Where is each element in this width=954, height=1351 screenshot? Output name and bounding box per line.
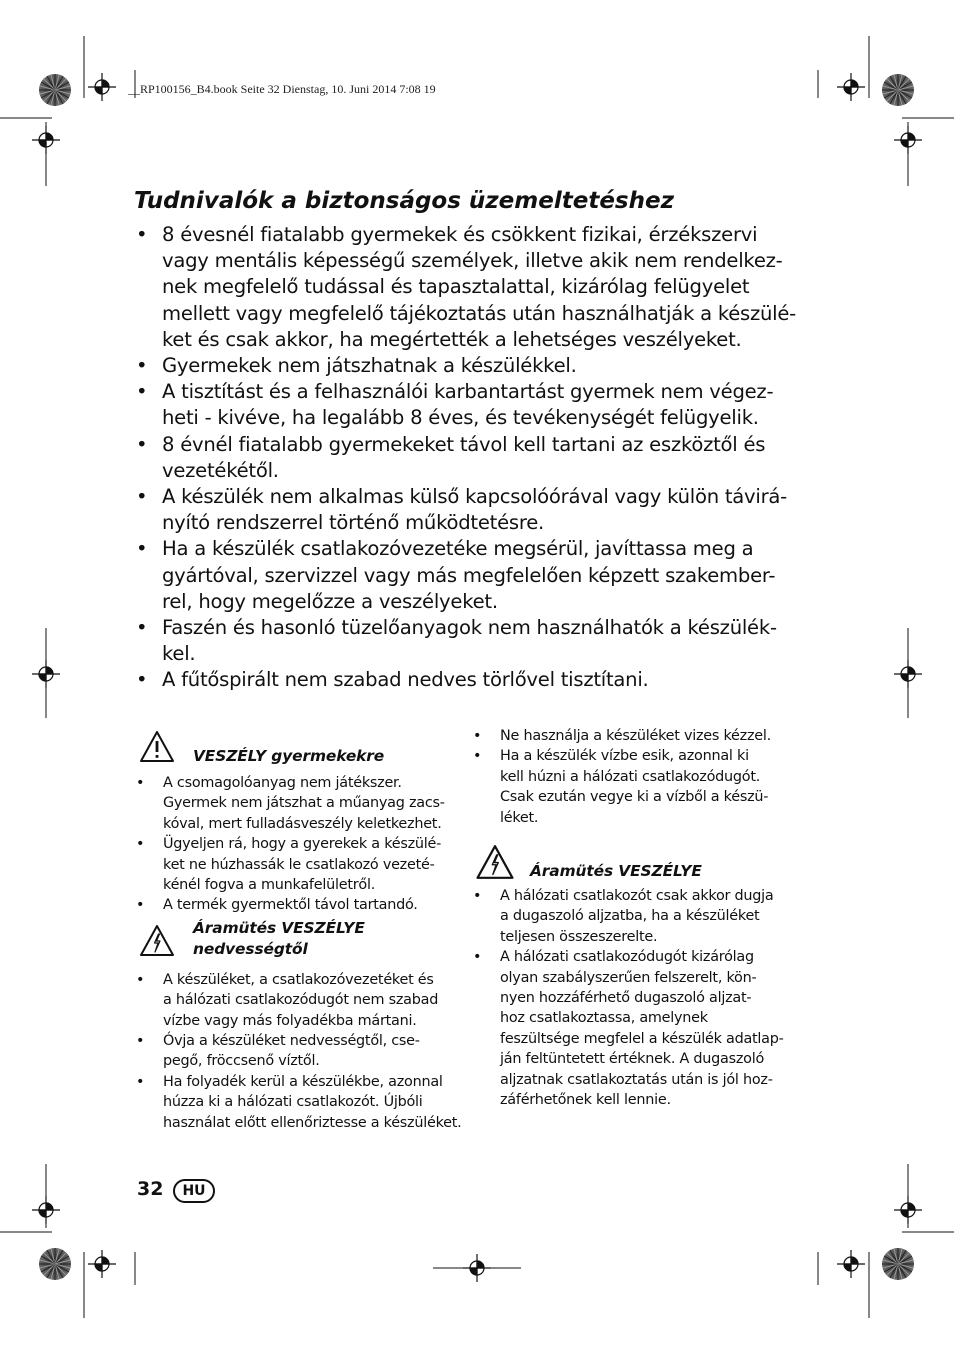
bullet-text-line: • A hálózati csatlakozót csak akkor dugja <box>500 888 774 905</box>
bullet-text-line: • Gyermekek nem játszhatnak a készülékkel. <box>162 354 577 378</box>
registration-target <box>32 1196 60 1224</box>
bullet-text-line: kell húzni a hálózati csatlakozódugót. <box>500 768 761 785</box>
bullet-text-line: Csak ezután vegye ki a vízből a készü- <box>500 789 769 806</box>
bullet-text-line: • A csomagolóanyag nem játékszer. <box>163 775 402 791</box>
bullet-text-line: • 8 évesnél fiatalabb gyermekek és csökkent fizikai, érzékszervi <box>162 223 758 246</box>
starburst-mark <box>882 1248 914 1280</box>
bullet-text-line: vízbe vagy más folyadékba mártani. <box>163 1012 417 1029</box>
bullet-text-line: a hálózati csatlakozódugót nem szabad <box>163 992 439 1009</box>
bullet-text-line: rel, hogy megelőzze a veszélyeket. <box>162 589 498 613</box>
bullet-text-line: vagy mentális képességű személyek, illetve akik nem rendelkez- <box>162 249 783 273</box>
page-number: 32 <box>137 1178 164 1200</box>
bullet-text-line: • Ha folyadék kerül a készülékbe, azonnal <box>163 1073 443 1090</box>
danger-moisture-title-line1: Áramütés VESZÉLYE <box>193 918 365 937</box>
starburst-mark <box>39 1248 71 1280</box>
bullet-text-line: ján feltüntetett értéknek. A dugaszoló <box>500 1051 765 1068</box>
print-header: __RP100156_B4.book Seite 32 Dienstag, 10. Juni 2014 7:08 19 <box>128 82 436 96</box>
bullet-text-line: a dugaszoló aljzatba, ha a készüléket <box>500 908 760 925</box>
danger-children-title: VESZÉLY gyermekekre <box>193 747 385 765</box>
bullet-text-line: ket és csak akkor, ha megértették a lehetséges veszélyeket. <box>162 327 742 351</box>
registration-target <box>463 1254 491 1282</box>
registration-target <box>88 1250 116 1278</box>
registration-target <box>32 126 60 154</box>
bullet-text-line: • Óvja a készüléket nedvességtől, cse- <box>163 1033 420 1050</box>
bullet-text-line: léket. <box>500 809 539 826</box>
language-badge: HU <box>173 1179 215 1203</box>
bullet-text-line: záférhetőnek kell lennie. <box>500 1092 671 1109</box>
danger-moisture-title-line2: nedvességtől <box>193 939 308 958</box>
registration-target <box>32 660 60 688</box>
bullet-text-line: • Ha a készülék vízbe esik, azonnal ki <box>500 748 749 765</box>
bullet-text-line: mellett vagy megfelelő tájékoztatás után használhatják a készülé- <box>162 301 796 325</box>
bullet-text-line: kóval, mert fulladásveszély keletkezhet. <box>163 815 442 832</box>
bullet-text-line: • A készüléket, a csatlakozóvezetéket és <box>163 971 434 988</box>
bullet-text-line: • Ügyeljen rá, hogy a gyerekek a készülé- <box>163 836 442 853</box>
bullet-text-line: nek megfelelő tudással és tapasztalattal, kizárólag felügyelet <box>162 275 750 299</box>
bullet-text-line: • Faszén és hasonló tüzelőanyagok nem használhatók a készülék- <box>162 616 777 640</box>
bullet-text-line: nyen hozzáférhető dugaszoló aljzat- <box>500 990 752 1007</box>
registration-target <box>894 1196 922 1224</box>
bullet-text-line: Gyermek nem játszhat a műanyag zacs- <box>163 795 445 812</box>
bullet-text-line: • A termék gyermektől távol tartandó. <box>163 897 418 914</box>
registration-target <box>894 126 922 154</box>
registration-target <box>88 73 116 101</box>
bullet-text-line: hoz csatlakoztassa, amelynek <box>500 1010 708 1027</box>
bullet-text-line: • Ne használja a készüléket vizes kézzel. <box>500 728 771 744</box>
bullet-text-line: gyártóval, szervizzel vagy más megfelelően képzett szakember- <box>162 563 776 587</box>
bullet-text-line: pegő, fröccsenő víztől. <box>163 1053 320 1070</box>
bullet-text-line: ket ne húzhassák le csatlakozó vezeté- <box>163 856 435 873</box>
bullet-text-line: aljzatnak csatlakoztatás után is jól hoz- <box>500 1071 773 1088</box>
registration-target <box>837 73 865 101</box>
bullet-text-line: kénél fogva a munkafelületről. <box>163 877 376 894</box>
color-registration-marks <box>39 74 914 1280</box>
bullet-text-line: • A tisztítást és a felhasználói karbantartást gyermek nem végez- <box>162 380 774 404</box>
bullet-text-line: teljesen összeszerelte. <box>500 928 658 945</box>
bullet-text-line: • Ha a készülék csatlakozóvezetéke megsérül, javíttassa meg a <box>162 537 754 561</box>
starburst-mark <box>882 74 914 106</box>
bullet-text-line: • A fűtőspirált nem szabad nedves törlővel tisztítani. <box>162 668 649 692</box>
bullet-text-line: nyító rendszerrel történő működtetésre. <box>162 511 545 535</box>
registration-target <box>837 1250 865 1278</box>
danger-electric-title: Áramütés VESZÉLYE <box>530 862 702 881</box>
bullet-text-line: vezetékétől. <box>162 458 279 482</box>
bullet-text-line: olyan szabályszerűen felszerelt, kön- <box>500 969 757 986</box>
bullet-text-line: feszültsége megfelel a készülék adatlap- <box>500 1030 784 1047</box>
bullet-text-line: kel. <box>162 642 196 666</box>
bullet-text-line: • A készülék nem alkalmas külső kapcsolóórával vagy külön távirá- <box>162 485 787 509</box>
starburst-mark <box>39 74 71 106</box>
bullet-text-line: • 8 évnél fiatalabb gyermekeket távol kell tartani az eszköztől és <box>162 432 766 456</box>
bullet-text-line: heti - kivéve, ha legalább 8 éves, és tevékenységét felügyelik. <box>162 406 759 430</box>
bullet-text-line: húzza ki a hálózati csatlakozót. Újbóli <box>163 1094 423 1111</box>
bullet-text-line: • A hálózati csatlakozódugót kizárólag <box>500 949 754 966</box>
bullet-text-line: használat előtt ellenőriztesse a készüléket. <box>163 1114 462 1131</box>
registration-target <box>894 660 922 688</box>
page-title: Tudnivalók a biztonságos üzemeltetéshez <box>134 188 674 214</box>
